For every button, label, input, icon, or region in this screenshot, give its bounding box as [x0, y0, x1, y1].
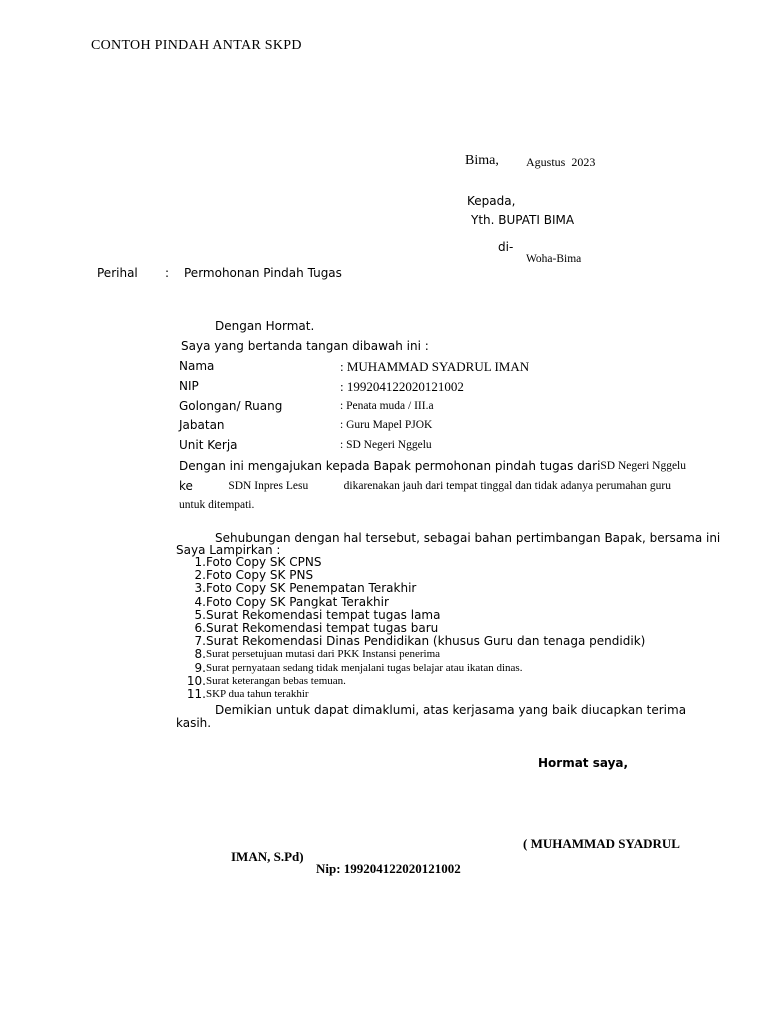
- list-number: 5.: [194, 607, 206, 622]
- subject-text: Permohonan Pindah Tugas: [184, 266, 342, 280]
- recipient-at: di-: [498, 240, 514, 254]
- intro-line: Saya yang bertanda tangan dibawah ini :: [181, 339, 429, 353]
- subject-label: Perihal: [97, 266, 138, 280]
- field-label: Golongan/ Ruang: [179, 399, 283, 413]
- signatory-nip: Nip: 199204122020121002: [316, 861, 461, 876]
- list-item: [178, 660, 523, 675]
- paragraph-attachment-intro: [215, 531, 721, 545]
- list-text: Foto Copy SK Pangkat Terakhir: [206, 594, 389, 609]
- list-text: Surat pernyataan sedang tidak menjalani tugas belajar atau ikatan dinas.: [206, 661, 523, 674]
- field-value: : Guru Mapel PJOK: [340, 419, 433, 431]
- field-label: Jabatan: [179, 418, 225, 432]
- list-number: 10.: [186, 673, 206, 688]
- signatory-name-line-1: ( MUHAMMAD SYADRUL: [523, 836, 680, 851]
- paragraph-request-line-2: [179, 479, 671, 493]
- field-value: : 199204122020121002: [340, 379, 464, 394]
- field-label: Nama: [179, 359, 215, 373]
- list-text: Foto Copy SK CPNS: [206, 555, 322, 569]
- paragraph-closing: [215, 703, 687, 717]
- list-item: [178, 686, 309, 701]
- list-text: Surat Rekomendasi tempat tugas baru: [206, 620, 439, 635]
- document-title: CONTOH PINDAH ANTAR SKPD: [91, 38, 302, 53]
- field-value: : MUHAMMAD SYADRUL IMAN: [340, 359, 530, 374]
- destination-school: SDN Inpres Lesu: [228, 480, 309, 492]
- list-item: [178, 581, 417, 596]
- letter-date: Agustus 2023: [526, 155, 596, 169]
- attachment-intro-end: Saya Lampirkan :: [176, 543, 281, 557]
- list-item: [178, 607, 441, 622]
- attachment-intro-text: Sehubungan dengan hal tersebut, sebagai bahan pertimbangan Bapak, bersama ini: [215, 531, 721, 545]
- list-text: Foto Copy SK Penempatan Terakhir: [206, 581, 417, 596]
- field-label: Unit Kerja: [179, 438, 238, 452]
- list-text: SKP dua tahun terakhir: [206, 687, 309, 700]
- list-item: [178, 594, 389, 609]
- list-item: [178, 647, 441, 662]
- paragraph-request-line-1: [179, 459, 686, 473]
- list-text: Surat persetujuan mutasi dari PKK Instansi penerima: [206, 648, 441, 661]
- list-number: 4.: [194, 594, 206, 609]
- regards: Hormat saya,: [538, 756, 629, 770]
- origin-school: SD Negeri Nggelu: [600, 460, 686, 472]
- list-text: Foto Copy SK PNS: [206, 568, 314, 583]
- closing-text: Demikian untuk dapat dimaklumi, atas kerjasama yang baik diucapkan terima: [215, 703, 687, 717]
- list-number: 9.: [194, 660, 206, 675]
- field-label: NIP: [179, 379, 199, 393]
- request-text: Dengan ini mengajukan kepada Bapak permohonan pindah tugas dari: [179, 459, 601, 473]
- recipient-label: Kepada,: [467, 194, 516, 208]
- list-number: 11.: [186, 686, 206, 701]
- field-value: : SD Negeri Nggelu: [340, 439, 432, 451]
- list-number: 8.: [194, 647, 206, 662]
- closing-end: kasih.: [176, 716, 212, 730]
- recipient-name: Yth. BUPATI BIMA: [471, 213, 575, 227]
- subject-colon: :: [165, 266, 170, 280]
- request-reason: dikarenakan jauh dari tempat tinggal dan tidak adanya perumahan guru: [343, 480, 671, 492]
- list-number: 6.: [194, 620, 206, 635]
- signatory-name-line-2: IMAN, S.Pd): [231, 849, 304, 864]
- greeting: Dengan Hormat.: [215, 319, 315, 333]
- list-text: Surat Rekomendasi tempat tugas lama: [206, 607, 441, 622]
- list-item: [178, 673, 346, 688]
- field-value: : Penata muda / III.a: [340, 400, 434, 412]
- request-reason-end: untuk ditempati.: [179, 499, 255, 511]
- list-number: 2.: [194, 568, 206, 583]
- attachment-list: [178, 555, 646, 701]
- letter-place: Bima,: [465, 153, 499, 168]
- list-text: Surat Rekomendasi Dinas Pendidikan (khusus Guru dan tenaga pendidik): [206, 634, 646, 649]
- list-number: 7.: [194, 634, 206, 649]
- list-text: Surat keterangan bebas temuan.: [206, 674, 346, 687]
- recipient-place: Woha-Bima: [526, 253, 582, 265]
- list-number: 3.: [194, 581, 206, 596]
- list-number: 1.: [194, 555, 206, 569]
- request-connector: ke: [179, 479, 193, 493]
